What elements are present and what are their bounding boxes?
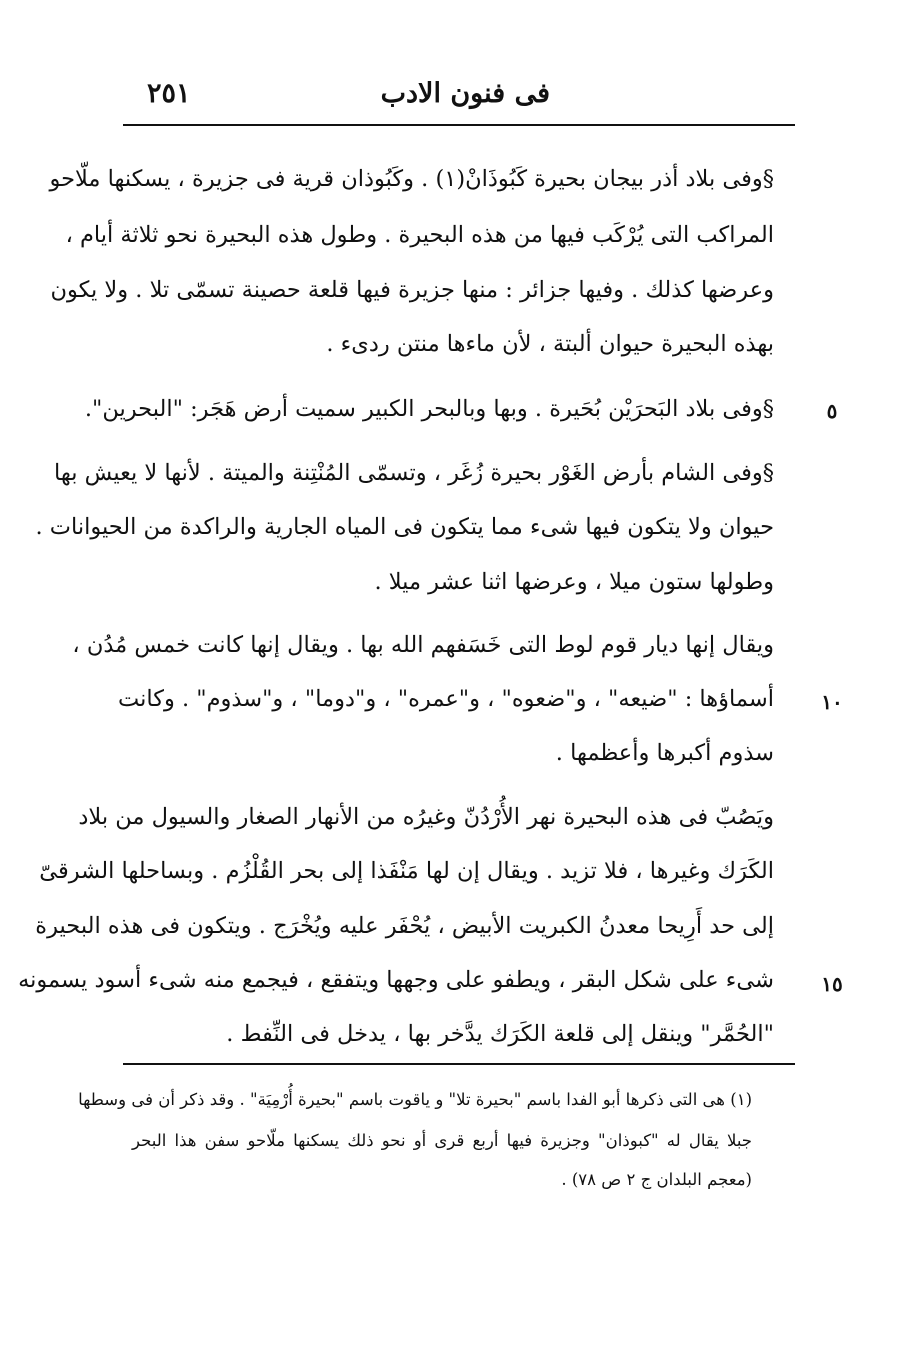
page-number: ٢٥١ <box>147 78 191 109</box>
page-header <box>125 78 775 122</box>
footnote-line: جبلا يقال له "كبوذان" وجزيرة فيها أربع قرى أو نحو ذلك يسكنها ملّاحو سفن هذا البحر <box>132 1131 752 1150</box>
text-line: "الحُمَّر" وينقل إلى قلعة الكَرَك يدَّخر بها ، يدخل فى النِّفط . <box>226 1021 774 1047</box>
running-title: فى فنون الادب <box>380 78 550 109</box>
text-line: شىء على شكل البقر ، ويطفو على وجهها ويتفقع ، فيجمع منه شىء أسود يسمونه <box>18 967 774 993</box>
text-line: بهذه البحيرة حيوان ألبتة ، لأن ماءها منتن ردىء . <box>326 331 774 357</box>
footnote-rule <box>123 1063 795 1065</box>
text-line: وعرضها كذلك . وفيها جزائر : منها جزيرة فيها قلعة حصينة تسمّى تلا . ولا يكون <box>50 277 774 303</box>
text-line: ويقال إنها ديار قوم لوط التى خَسَفهم الله بها . ويقال إنها كانت خمس مُدُن ، <box>72 632 774 658</box>
text-line: ويَصُبّ فى هذه البحيرة نهر الأُرْدُنّ وغيرُه من الأنهار الصغار والسيول من بلاد <box>78 804 774 830</box>
header-rule <box>123 124 795 126</box>
text-line: §وفى بلاد البَحرَيْن بُحَيرة . وبها وبالبحر الكبير سميت أرض هَجَر: "البحرين". <box>84 396 774 422</box>
text-line: إلى حد أَرِيحا معدنُ الكبريت الأبيض ، يُحْفَر عليه ويُخْرَج . ويتكون فى هذه البحيرة <box>35 913 774 939</box>
footnote-line: (معجم البلدان ج ٢ ص ٧٨) . <box>561 1170 752 1189</box>
text-line: سذوم أكبرها وأعظمها . <box>555 740 774 766</box>
footnote-line: (١) هى التى ذكرها أبو الفدا باسم "بحيرة تلا" و ياقوت باسم "بحيرة أُرْمِيَة" . وقد ذكر أن فى وسطها <box>78 1090 752 1109</box>
text-line: حيوان ولا يتكون فيها شىء مما يتكون فى المياه الجارية والراكدة من الحيوانات . <box>35 514 774 540</box>
line-number: ١٥ <box>821 972 843 996</box>
text-line: أسماؤها : "ضيعه" ، و"ضعوه" ، و"عمره" ، و"دوما" ، و"سذوم" . وكانت <box>118 686 774 712</box>
text-line: §وفى الشام بأرض الغَوْر بحيرة زُغَر ، وتسمّى المُنْتِنة والميتة . لأنها لا يعيش بها <box>54 460 774 486</box>
text-line: وطولها ستون ميلا ، وعرضها اثنا عشر ميلا . <box>374 569 774 595</box>
text-line: §وفى بلاد أذر بيجان بحيرة كَبُوذَانْ(١) . وكَبُوذان قرية فى جزيرة ، يسكنها ملّاحو <box>49 166 774 192</box>
text-line: الكَرَك وغيرها ، فلا تزيد . ويقال إن لها مَنْفَذا إلى بحر القُلْزُم . وبساحلها الشرقىّ <box>39 858 774 884</box>
line-number: ١٠ <box>821 690 843 714</box>
line-number: ٥ <box>826 399 838 423</box>
text-line: المراكب التى يُرْكَب فيها من هذه البحيرة . وطول هذه البحيرة نحو ثلاثة أيام ، <box>65 222 774 248</box>
